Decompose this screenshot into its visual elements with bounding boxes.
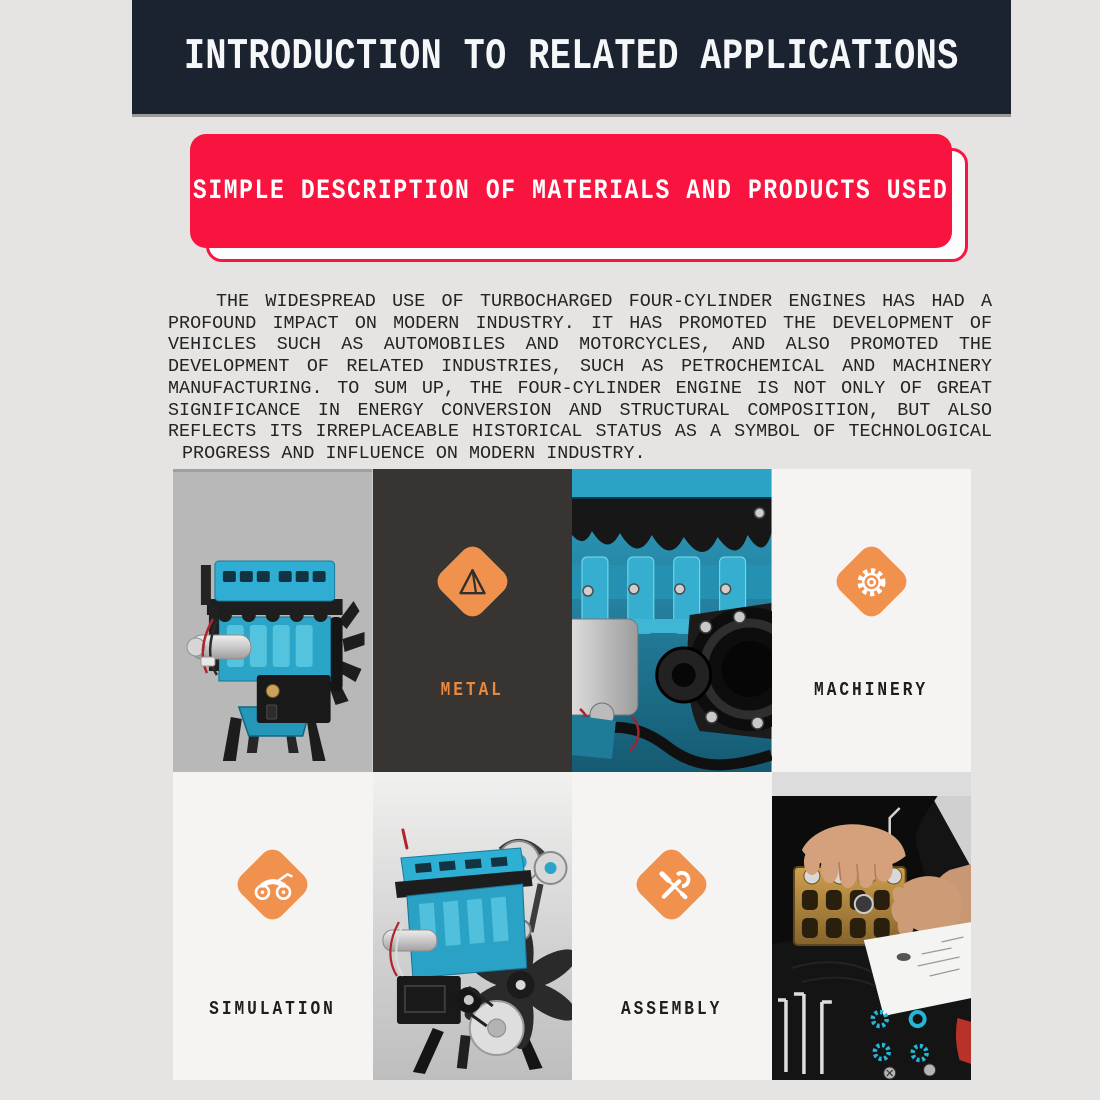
diamond-shape xyxy=(232,844,313,925)
tile-label-machinery: MACHINERY xyxy=(814,679,929,701)
paragraph-line: SIGNIFICANCE IN ENERGY CONVERSION AND STRUCTURAL COMPOSITION, BUT ALSO xyxy=(168,399,992,421)
tile-engine-model-photo xyxy=(373,772,573,1080)
paragraph-line: PROGRESS AND INFLUENCE ON MODERN INDUSTRY. xyxy=(182,442,646,464)
tile-label-metal: METAL xyxy=(440,679,504,701)
diamond-shape xyxy=(831,541,912,622)
tools-icon xyxy=(653,865,691,903)
paragraph-line: DEVELOPMENT OF RELATED INDUSTRIES, SUCH AS PETROCHEMICAL AND MACHINERY xyxy=(168,356,992,378)
applications-grid xyxy=(173,469,971,1080)
tile-label-simulation: SIMULATION xyxy=(209,998,337,1020)
page-title: INTRODUCTION TO RELATED APPLICATIONS xyxy=(184,32,959,82)
tile-assembly xyxy=(572,772,772,1080)
tile-machinery xyxy=(772,469,972,772)
paragraph-line: PROFOUND IMPACT ON MODERN INDUSTRY. IT HAS PROMOTED THE DEVELOPMENT OF xyxy=(168,312,992,334)
paragraph-line: MANUFACTURING. TO SUM UP, THE FOUR-CYLINDER ENGINE IS NOT ONLY OF GREAT xyxy=(168,377,992,399)
engine-model-photo xyxy=(373,772,573,1080)
paragraph-line: VEHICLES SUCH AS AUTOMOBILES AND MOTORCYCLES, AND ALSO PROMOTED THE xyxy=(168,334,992,356)
subtitle-text: SIMPLE DESCRIPTION OF MATERIALS AND PRODUCTS USED xyxy=(193,175,949,207)
subtitle-banner xyxy=(190,134,952,248)
tile-label-assembly: ASSEMBLY xyxy=(621,998,723,1020)
intro-paragraph xyxy=(168,291,992,465)
assembly-diamond-badge xyxy=(630,842,714,926)
tile-hands-assembly-photo xyxy=(772,772,972,1080)
simulation-diamond-badge xyxy=(231,842,315,926)
tile-metal xyxy=(373,469,573,772)
tile-engine-front-photo xyxy=(173,469,373,772)
paragraph-line: REFLECTS ITS IRREPLACEABLE HISTORICAL STATUS AS A SYMBOL OF TECHNOLOGICAL xyxy=(168,421,992,443)
diamond-shape xyxy=(432,541,513,622)
gear-icon xyxy=(854,564,888,598)
motorcycle-icon xyxy=(251,867,295,901)
diamond-shape xyxy=(631,844,712,925)
machinery-diamond-badge xyxy=(829,539,913,623)
engine-closeup-photo xyxy=(572,469,772,772)
engine-front-photo xyxy=(173,469,373,772)
pyramid-icon xyxy=(455,564,489,598)
tile-engine-closeup-photo xyxy=(572,469,772,772)
header-banner xyxy=(132,0,1011,114)
paragraph-line: THE WIDESPREAD USE OF TURBOCHARGED FOUR-CYLINDER ENGINES HAS HAD A xyxy=(216,291,992,312)
metal-diamond-badge xyxy=(430,539,514,623)
hands-assembly-photo xyxy=(772,772,972,1080)
tile-simulation xyxy=(173,772,373,1080)
subtitle-banner-face xyxy=(190,134,952,248)
